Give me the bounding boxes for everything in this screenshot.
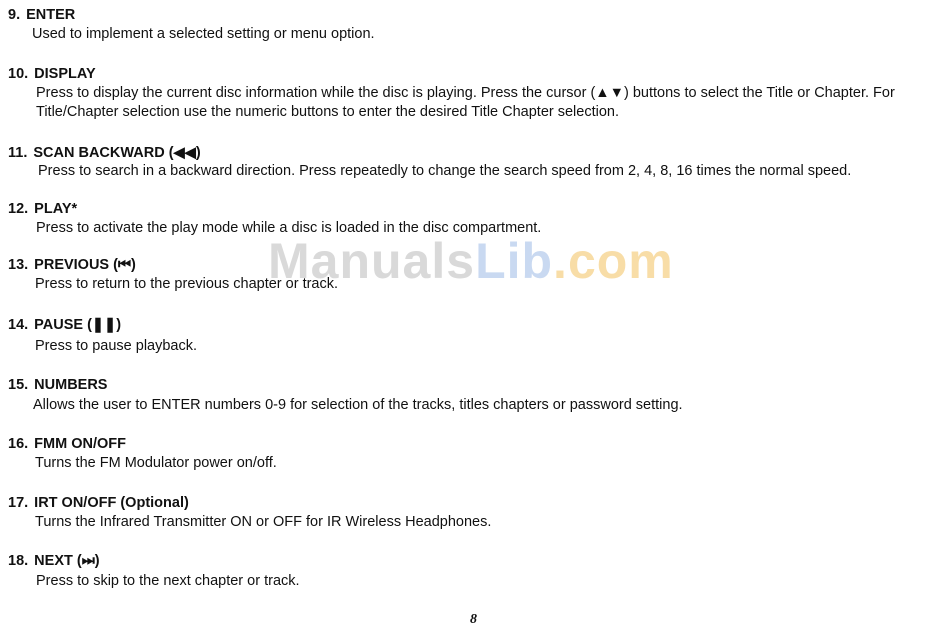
item-description: Turns the Infrared Transmitter ON or OFF for IR Wireless Headphones. <box>35 514 492 530</box>
watermark-part: Lib <box>475 233 554 289</box>
item-title: DISPLAY <box>34 66 96 82</box>
item-heading <box>8 435 126 453</box>
item-title: FMM ON/OFF <box>34 436 126 452</box>
item-title: PREVIOUS (⏮) <box>34 257 136 273</box>
item-heading <box>8 494 189 512</box>
item-heading <box>8 316 121 334</box>
item-number: 12. <box>8 201 29 217</box>
item-heading <box>8 552 100 570</box>
item-title: NUMBERS <box>34 377 108 393</box>
item-description: Press to skip to the next chapter or track. <box>36 573 300 589</box>
page-number: 8 <box>470 612 477 627</box>
item-description: Turns the FM Modulator power on/off. <box>35 455 277 471</box>
item-heading <box>8 144 201 162</box>
item-title: PAUSE (❚❚) <box>34 317 122 333</box>
watermark-part: .com <box>553 233 674 289</box>
item-description: Press to search in a backward direction. Press repeatedly to change the search speed from 2, 4, 8, 16 times the normal speed. <box>38 163 852 179</box>
item-heading <box>8 200 77 218</box>
item-heading <box>8 6 75 24</box>
item-number: 11. <box>8 145 28 161</box>
item-heading <box>8 65 96 83</box>
item-number: 10. <box>8 66 29 82</box>
item-title: SCAN BACKWARD (◀◀) <box>33 145 201 161</box>
item-description: Allows the user to ENTER numbers 0-9 for selection of the tracks, titles chapters or password setting. <box>33 397 683 413</box>
item-number: 17. <box>8 495 29 511</box>
item-title: PLAY* <box>34 201 78 217</box>
item-title: NEXT (⏭) <box>34 553 100 569</box>
watermark-part: Manuals <box>268 233 476 289</box>
item-number: 15. <box>8 377 29 393</box>
item-number: 9. <box>8 7 21 23</box>
item-title: ENTER <box>26 7 76 23</box>
item-description: Press to display the current disc information while the disc is playing. Press the cursor (▲▼) buttons to select the Title or Chapter. For Title/Chapter selection use the numeric buttons to enter the desired Title Chapter selection. <box>36 85 895 120</box>
item-description: Press to activate the play mode while a disc is loaded in the disc compartment. <box>36 220 542 236</box>
item-description: Press to pause playback. <box>35 338 198 354</box>
item-heading <box>8 256 136 274</box>
item-description: Used to implement a selected setting or menu option. <box>32 26 375 42</box>
item-description: Press to return to the previous chapter or track. <box>35 276 339 292</box>
item-number: 14. <box>8 317 29 333</box>
item-number: 18. <box>8 553 29 569</box>
item-title: IRT ON/OFF (Optional) <box>34 495 189 511</box>
item-number: 13. <box>8 257 29 273</box>
item-number: 16. <box>8 436 29 452</box>
item-heading <box>8 376 107 394</box>
